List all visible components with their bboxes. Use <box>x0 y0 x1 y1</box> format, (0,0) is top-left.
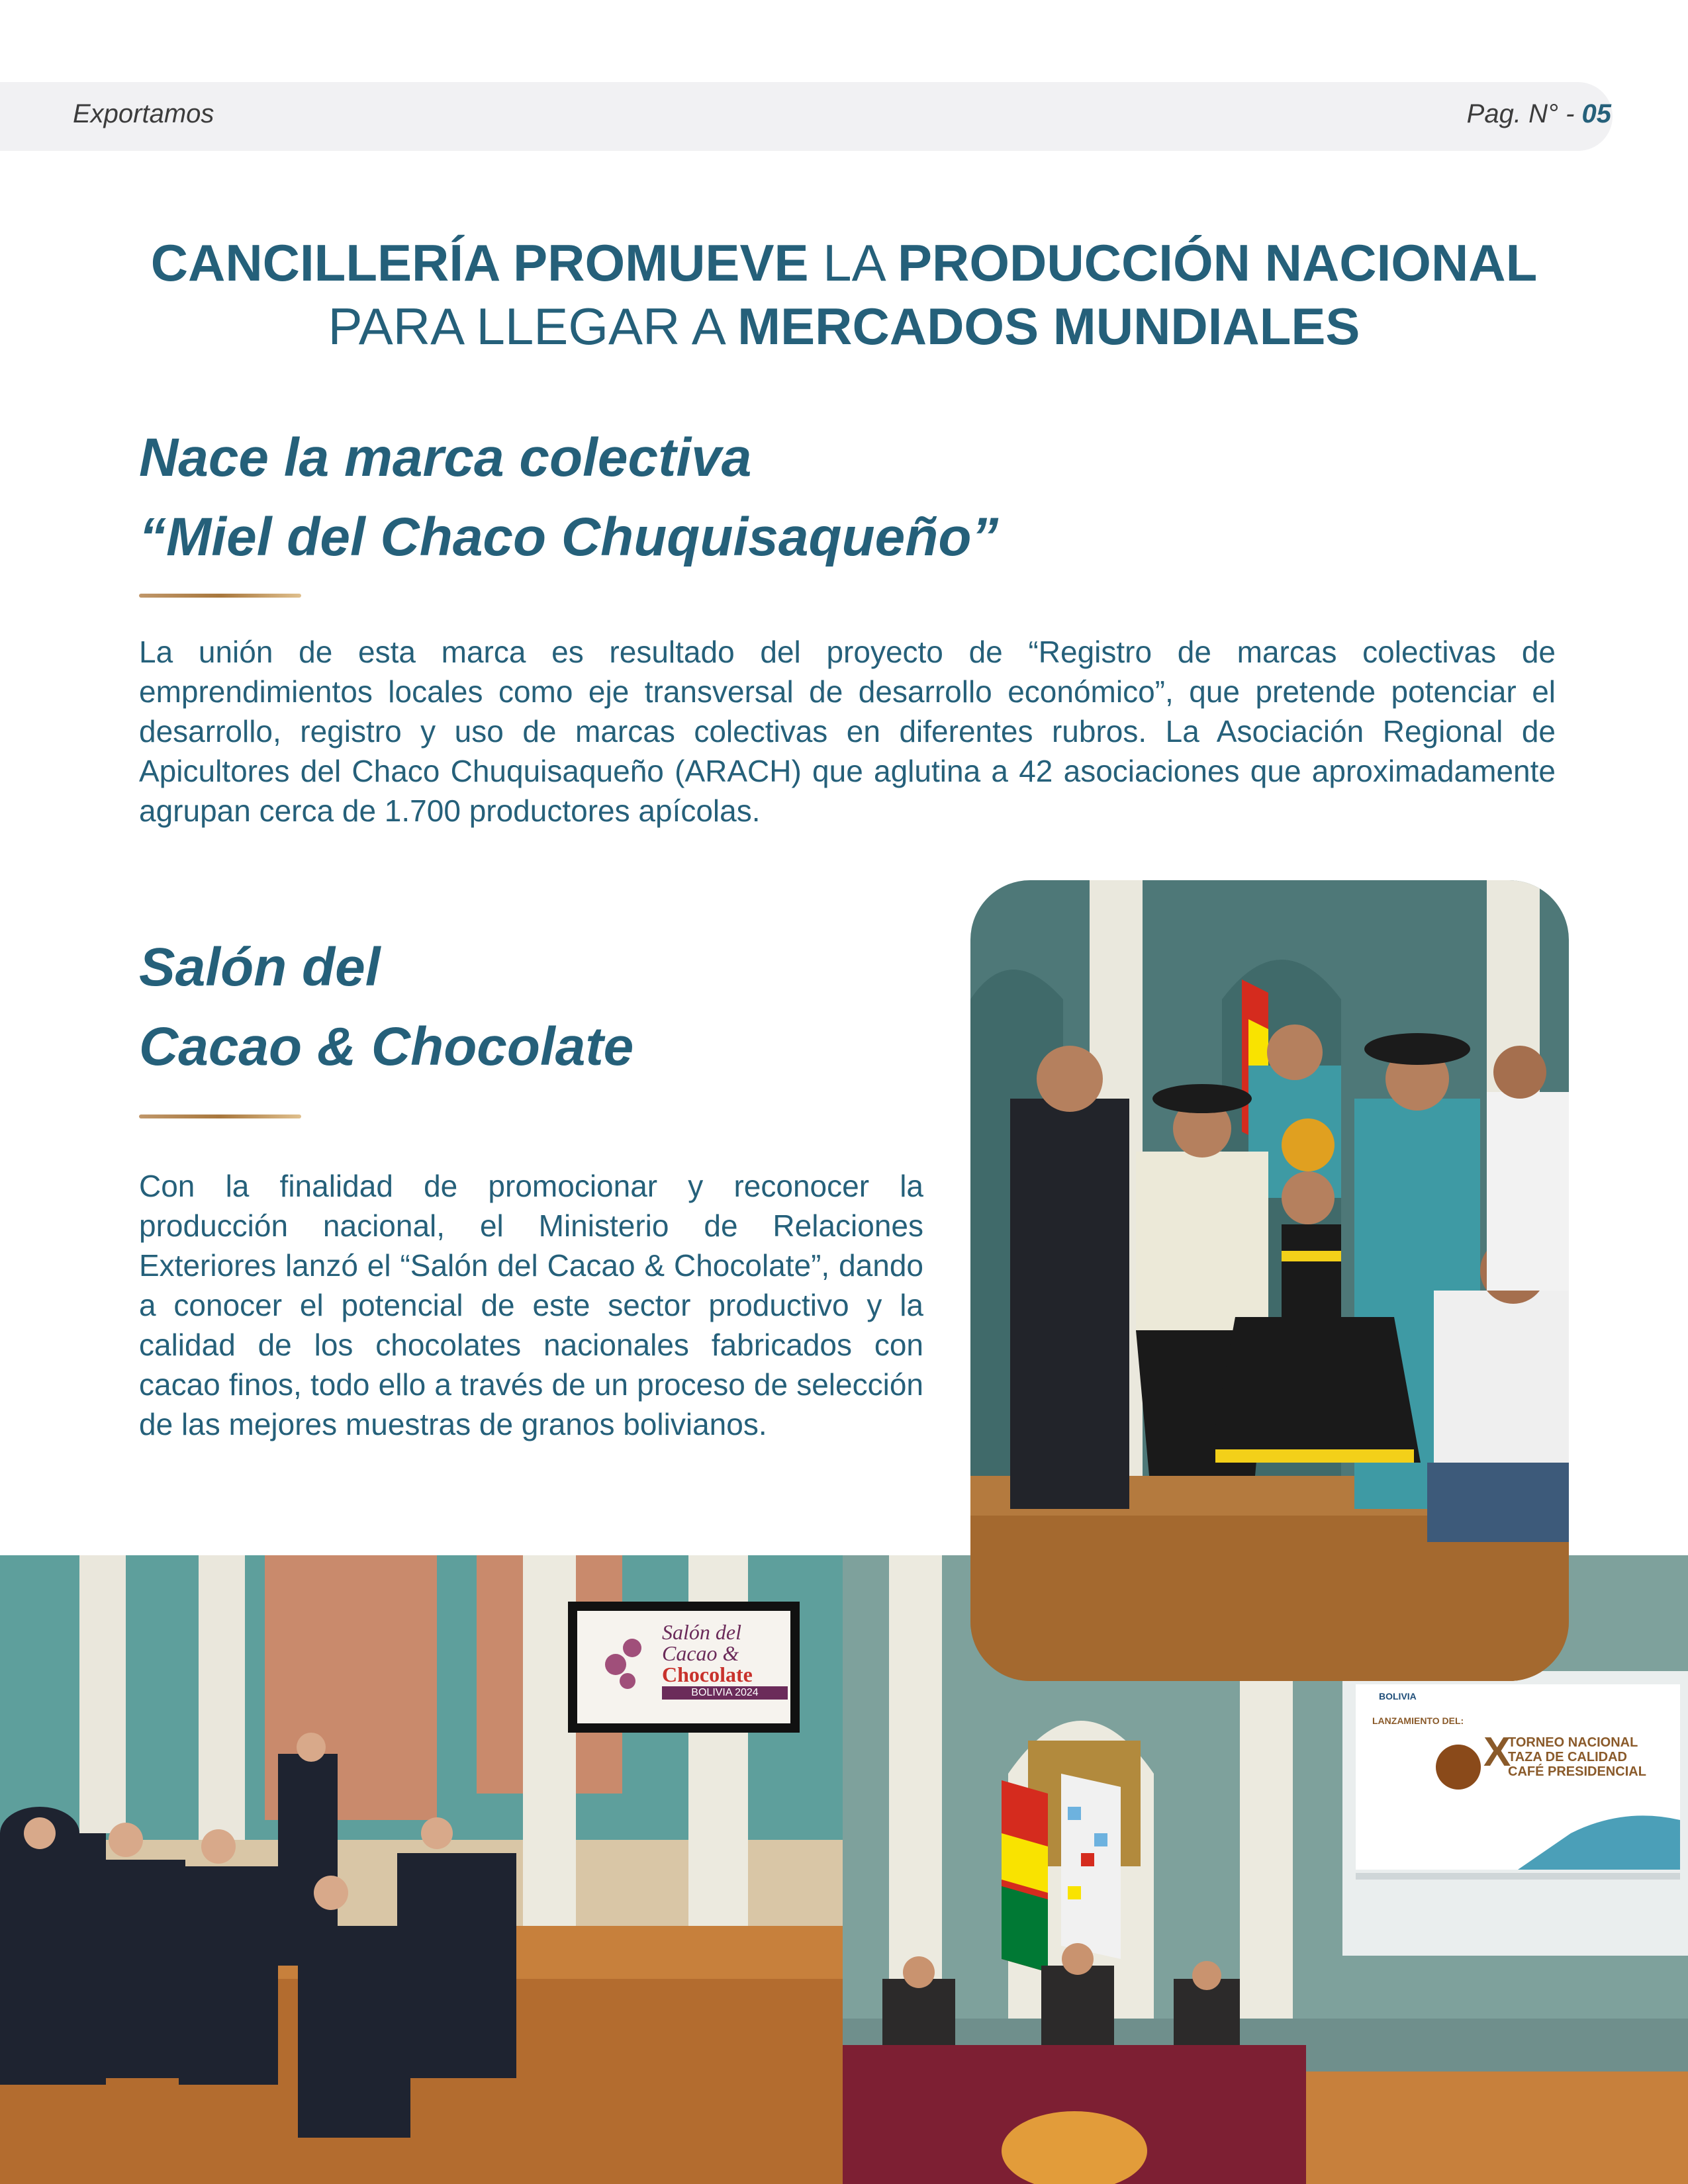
title-light-a: LA <box>808 234 898 292</box>
page-number-label <box>1467 99 1611 129</box>
title-bold-a: CANCILLERÍA PROMUEVE <box>150 234 809 292</box>
torneo-screen-brand: BOLIVIA <box>1379 1691 1417 1702</box>
section2-body: Con la finalidad de promocionar y reconocer la producción nacional, el Ministerio de Relaciones Exteriores lanzó el “Salón del Cacao & Chocolate”, dando a conocer el potencial de este sector productivo y la calidad de los chocolates nacionales fabricados con cacao finos, todo ello a través de un proceso de selección de las mejores muestras de granos bolivianos. <box>139 1169 923 1441</box>
torneo-screen-line-2: TAZA DE CALIDAD <box>1508 1750 1627 1764</box>
section1-title-line-2: “Miel del Chaco Chuquisaqueño” <box>139 507 999 567</box>
main-title-line-1 <box>99 233 1589 293</box>
torneo-screen-title <box>1508 1735 1646 1779</box>
torneo-screen-kicker: LANZAMIENTO DEL: <box>1372 1715 1464 1726</box>
section1-title <box>139 418 998 577</box>
section2-divider <box>139 1115 301 1118</box>
salon-screen-line-1: Salón del <box>662 1620 741 1644</box>
salon-screen-line-4: BOLIVIA 2024 <box>662 1686 788 1700</box>
title-light-b: PARA LLEGAR A <box>328 297 738 355</box>
photo-audience <box>0 1555 843 2184</box>
title-bold-b: PRODUCCIÓN NACIONAL <box>897 234 1538 292</box>
salon-screen-text <box>662 1621 788 1700</box>
salon-screen-line-3: Chocolate <box>662 1662 753 1686</box>
title-bold-c: MERCADOS MUNDIALES <box>737 297 1360 355</box>
torneo-screen-line-3: CAFÉ PRESIDENCIAL <box>1508 1764 1646 1779</box>
torneo-screen-numeral: X <box>1483 1729 1511 1775</box>
section2-title-line-2: Cacao & Chocolate <box>139 1017 634 1077</box>
header-band <box>0 82 1613 151</box>
page-number: 05 <box>1581 99 1611 128</box>
photo-group <box>970 880 1569 1681</box>
section-name: Exportamos <box>73 99 214 128</box>
section1-divider <box>139 594 301 598</box>
salon-screen-line-2: Cacao & <box>662 1641 739 1665</box>
page-label: Pag. N° - <box>1466 99 1582 128</box>
section2-title-line-1: Salón del <box>139 937 381 997</box>
section1-title-line-1: Nace la marca colectiva <box>139 428 752 488</box>
torneo-screen-line-1: TORNEO NACIONAL <box>1508 1735 1638 1750</box>
section1-body: La unión de esta marca es resultado del proyecto de “Registro de marcas colectivas de emprendimientos locales como eje transversal de desarrollo económico”, que pretende potenciar el desarrollo, registro y uso de marcas colectivas en diferentes rubros. La Asociación Regional de Apicultores del Chaco Chuquisaqueño (ARACH) que aglutina a 42 asociaciones que aproximadamente agrupan cerca de 1.700 productores apícolas. <box>139 635 1556 828</box>
section2-title <box>139 928 633 1087</box>
main-title-line-2 <box>99 296 1589 357</box>
